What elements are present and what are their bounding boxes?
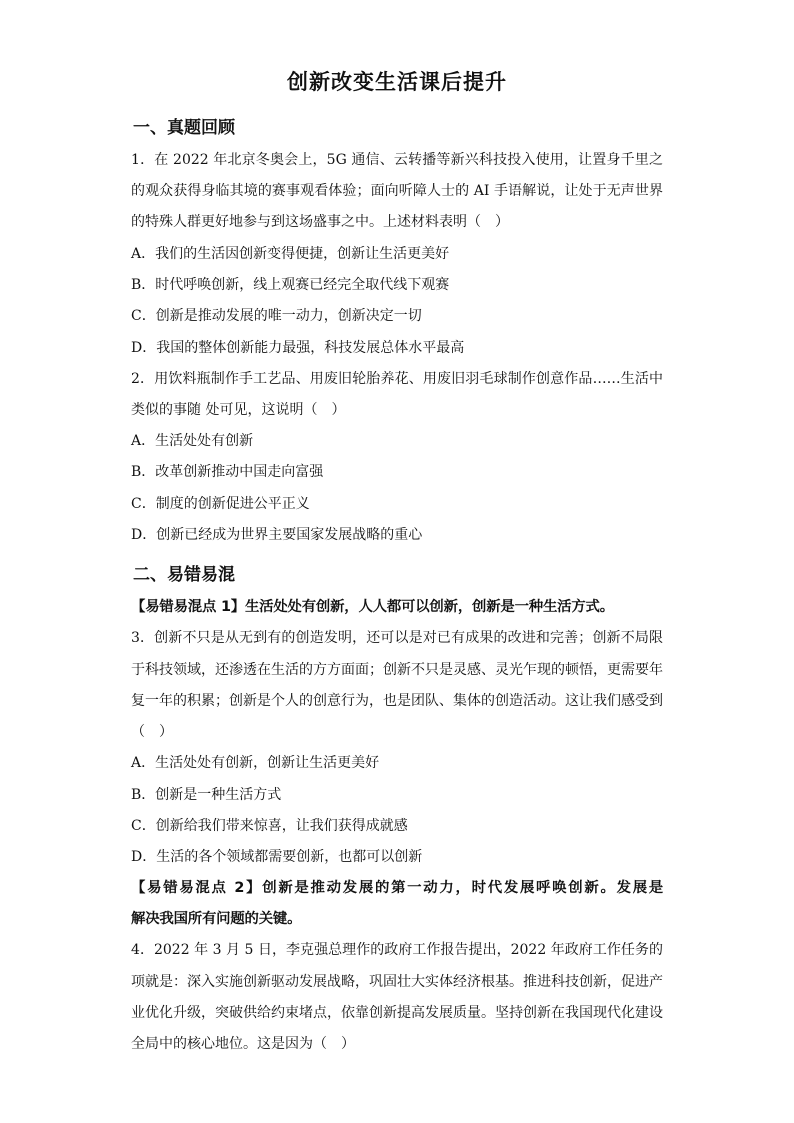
question-3-line-2: 于科技领域，还渗透在生活的方方面面；创新不只是灵感、灵光乍现的顿悟，更需要年 (131, 662, 663, 678)
question-2-option-b: B．改革创新推动中国走向富强 (131, 464, 324, 480)
question-3-line-1: 3．创新不只是从无到有的创造发明，还可以是对已有成果的改进和完善；创新不局限 (131, 630, 663, 646)
question-4-line-1: 4．2022 年 3 月 5 日，李克强总理作的政府工作报告提出，2022 年政府工作任务的 (131, 942, 663, 958)
question-2-option-d: D．创新已经成为世界主要国家发展战略的重心 (131, 527, 423, 543)
question-3-line-3: 复一年的积累；创新是个人的创意行为，也是团队、集体的创造活动。这让我们感受到 (131, 693, 663, 709)
question-1-option-c: C．创新是推动发展的唯一动力，创新决定一切 (131, 308, 422, 324)
question-1-line-2: 的观众获得身临其境的赛事观看体验；面向听障人士的 AI 手语解说，让处于无声世界 (131, 183, 663, 199)
confusing-point-2-line-2: 解决我国所有问题的关键。 (131, 911, 302, 927)
question-2-line-1: 2．用饮料瓶制作手工艺品、用废旧轮胎养花、用废旧羽毛球制作创意作品……生活中 (131, 371, 663, 387)
question-3-line-4: （ ） (131, 724, 173, 740)
confusing-point-1: 【易错易混点 1】生活处处有创新，人人都可以创新，创新是一种生活方式。 (131, 599, 614, 615)
question-2-line-2: 类似的事随 处可见，这说明（ ） (131, 402, 346, 418)
question-1-line-3: 的特殊人群更好地参与到这场盛事之中。上述材料表明（ ） (131, 214, 509, 230)
question-3-option-b: B．创新是一种生活方式 (131, 787, 282, 803)
question-1-line-1: 1．在 2022 年北京冬奥会上，5G 通信、云转播等新兴科技投入使用，让置身千里之 (131, 152, 663, 168)
question-3-option-d: D．生活的各个领域都需要创新，也都可以创新 (131, 849, 423, 865)
question-2-option-c: C．制度的创新促进公平正义 (131, 496, 310, 512)
question-2-option-a: A．生活处处有创新 (131, 433, 254, 449)
question-3-option-c: C．创新给我们带来惊喜，让我们获得成就感 (131, 818, 408, 834)
confusing-point-2-line-1: 【易错易混点 2】创新是推动发展的第一动力，时代发展呼唤创新。发展是 (131, 880, 663, 896)
question-1-option-a: A．我们的生活因创新变得便捷，创新让生活更美好 (131, 246, 450, 262)
page-title: 创新改变生活课后提升 (287, 70, 507, 94)
question-3-option-a: A．生活处处有创新，创新让生活更美好 (131, 755, 380, 771)
section-heading-review: 一、真题回顾 (133, 118, 235, 138)
question-4-line-3: 业优化升级，突破供给约束堵点，依靠创新提高发展质量。坚持创新在我国现代化建设 (131, 1005, 663, 1021)
question-4-line-4: 全局中的核心地位。这是因为（ ） (131, 1036, 355, 1052)
section-heading-confusing: 二、易错易混 (133, 565, 235, 585)
question-4-line-2: 项就是：深入实施创新驱动发展战略，巩固壮大实体经济根基。推进科技创新，促进产 (131, 974, 663, 990)
question-1-option-d: D．我国的整体创新能力最强，科技发展总体水平最高 (131, 340, 465, 356)
question-1-option-b: B．时代呼唤创新，线上观赛已经完全取代线下观赛 (131, 277, 450, 293)
